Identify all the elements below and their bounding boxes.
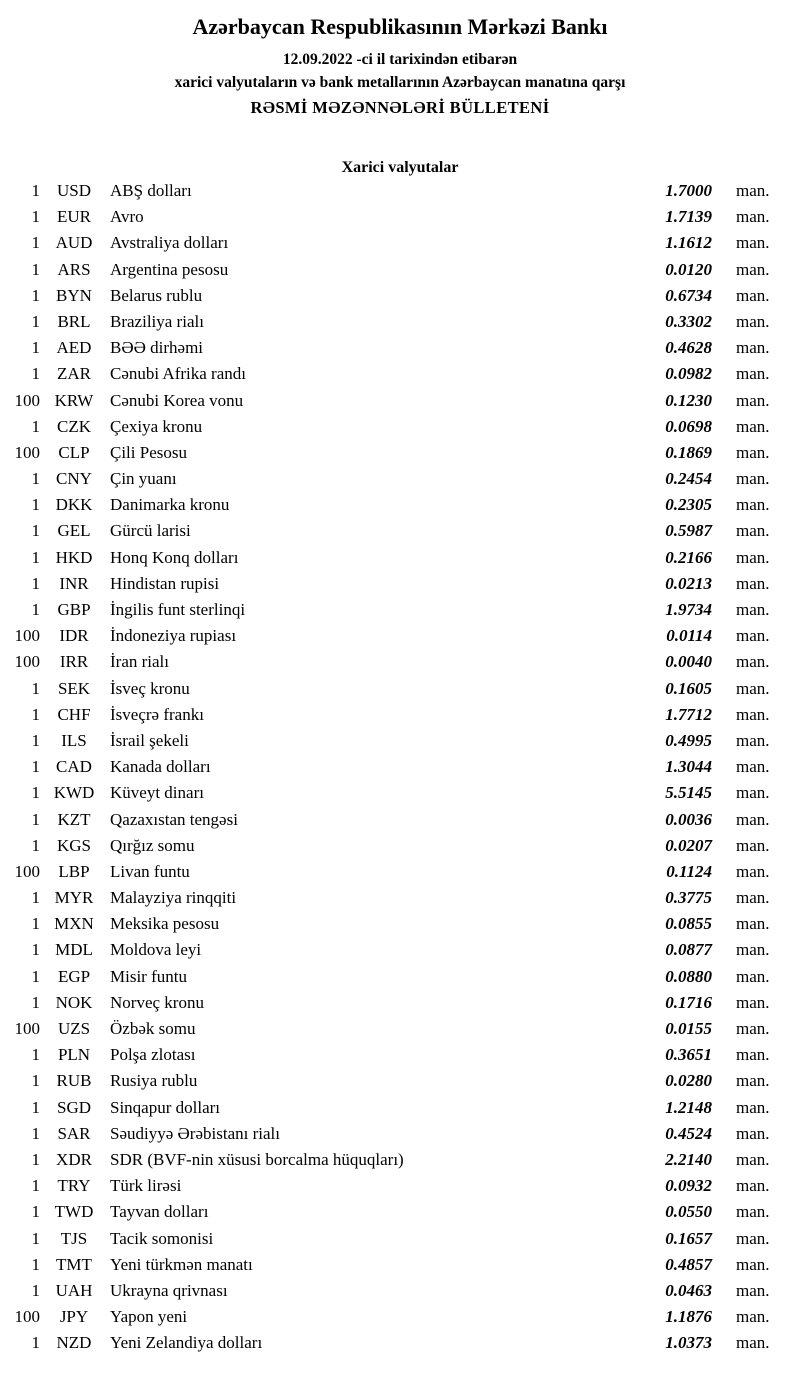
currency-code-cell: AUD: [55, 233, 93, 253]
unit-cell: man.: [736, 521, 770, 541]
quantity-cell: 1: [31, 730, 40, 750]
currency-code-cell: MYR: [54, 888, 94, 908]
currency-name-cell: Türk lirəsi: [110, 1176, 182, 1196]
rate-cell: 0.0877: [665, 940, 712, 960]
table-row: [8, 783, 792, 809]
currency-code-cell: SGD: [56, 1097, 91, 1117]
unit-cell: man.: [736, 1097, 770, 1117]
table-row: [8, 1229, 792, 1255]
quantity-cell: 1: [31, 1333, 40, 1353]
unit-cell: man.: [736, 259, 770, 279]
currency-name-cell: Argentina pesosu: [110, 259, 229, 279]
rate-cell: 1.3044: [665, 757, 712, 777]
rate-cell: 0.0040: [665, 652, 712, 672]
currency-name-cell: Braziliya rialı: [110, 311, 204, 331]
quantity-cell: 1: [31, 416, 40, 436]
table-row: [8, 207, 792, 233]
quantity-cell: 100: [14, 390, 40, 410]
table-row: [8, 914, 792, 940]
unit-cell: man.: [736, 652, 770, 672]
table-row: [8, 1071, 792, 1097]
currency-name-cell: Avstraliya dolları: [110, 233, 229, 253]
quantity-cell: 1: [31, 1149, 40, 1169]
currency-code-cell: DKK: [55, 495, 93, 515]
unit-cell: man.: [736, 992, 770, 1012]
rate-cell: 1.7712: [665, 704, 712, 724]
quantity-cell: 1: [31, 940, 40, 960]
table-row: [8, 495, 792, 521]
quantity-cell: 1: [31, 1071, 40, 1091]
table-row: [8, 391, 792, 417]
table-row: [8, 286, 792, 312]
table-row: [8, 233, 792, 259]
rate-cell: 0.1230: [665, 390, 712, 410]
rate-cell: 0.0982: [665, 364, 712, 384]
rate-cell: 0.0120: [665, 259, 712, 279]
table-row: [8, 600, 792, 626]
currency-name-cell: Cənubi Korea vonu: [110, 390, 244, 410]
unit-cell: man.: [736, 835, 770, 855]
currency-name-cell: Belarus rublu: [110, 285, 203, 305]
currency-name-cell: Meksika pesosu: [110, 914, 220, 934]
table-row: [8, 705, 792, 731]
rate-cell: 1.2148: [665, 1097, 712, 1117]
currency-code-cell: TJS: [60, 1228, 88, 1248]
unit-cell: man.: [736, 442, 770, 462]
quantity-cell: 1: [31, 1280, 40, 1300]
rate-cell: 0.0036: [665, 809, 712, 829]
rate-cell: 0.1124: [666, 861, 712, 881]
date-line: 12.09.2022 -ci il tarixindən etibarən: [282, 51, 518, 68]
unit-cell: man.: [736, 783, 770, 803]
rate-cell: 0.5987: [665, 521, 712, 541]
unit-cell: man.: [736, 626, 770, 646]
unit-cell: man.: [736, 1123, 770, 1143]
quantity-cell: 1: [31, 338, 40, 358]
currency-code-cell: TRY: [57, 1176, 91, 1196]
currency-name-cell: İran rialı: [110, 652, 169, 672]
table-row: [8, 1255, 792, 1281]
currency-code-cell: BYN: [56, 285, 92, 305]
currency-name-cell: Misir funtu: [110, 966, 187, 986]
unit-cell: man.: [736, 1176, 770, 1196]
currency-name-cell: Sinqapur dolları: [110, 1097, 221, 1117]
quantity-cell: 100: [14, 1019, 40, 1038]
table-row: [8, 679, 792, 705]
table-row: [8, 181, 792, 207]
rate-cell: 5.5145: [665, 783, 712, 803]
currency-name-cell: Cənubi Afrika randı: [110, 364, 246, 384]
bank-title: Azərbaycan Respublikasının Mərkəzi Bankı: [192, 14, 608, 39]
currency-name-cell: Rusiya rublu: [110, 1071, 198, 1091]
rate-cell: 0.3775: [665, 888, 712, 908]
currency-name-cell: Tacik somonisi: [110, 1228, 214, 1248]
rate-cell: 0.3651: [665, 1045, 712, 1065]
rate-cell: 0.1657: [665, 1228, 712, 1248]
rate-cell: 0.0213: [665, 573, 712, 593]
currency-code-cell: KWD: [53, 783, 95, 803]
currency-name-cell: Qazaxıstan tengəsi: [110, 809, 238, 829]
quantity-cell: 1: [31, 207, 40, 227]
currency-code-cell: EGP: [57, 966, 91, 986]
quantity-cell: 1: [31, 809, 40, 829]
currency-name-cell: Qırğız somu: [110, 835, 195, 855]
unit-cell: man.: [736, 311, 770, 331]
currency-name-cell: İsrail şekeli: [110, 730, 189, 750]
table-row: [8, 1176, 792, 1202]
currency-name-cell: Çin yuanı: [110, 469, 177, 489]
currency-name-cell: Honq Konq dolları: [110, 547, 239, 567]
rate-cell: 0.0207: [665, 835, 712, 855]
table-row: [8, 731, 792, 757]
currency-code-cell: IDR: [59, 626, 89, 646]
table-row: [8, 521, 792, 547]
currency-code-cell: SEK: [57, 678, 91, 698]
section-title: Xarici valyutalar: [341, 159, 459, 176]
currency-name-cell: İngilis funt sterlinqi: [110, 600, 246, 619]
bulletin-title: RƏSMİ MƏZƏNNƏLƏRİ BÜLLETENİ: [250, 98, 550, 117]
quantity-cell: 1: [31, 495, 40, 515]
table-row: [8, 364, 792, 390]
rate-cell: 0.2454: [665, 469, 712, 489]
currency-code-cell: LBP: [58, 861, 90, 881]
currency-name-cell: Hindistan rupisi: [110, 573, 220, 593]
currency-code-cell: CNY: [56, 469, 92, 489]
quantity-cell: 1: [31, 1123, 40, 1143]
unit-cell: man.: [736, 573, 770, 593]
unit-cell: man.: [736, 390, 770, 410]
quantity-cell: 1: [31, 914, 40, 934]
quantity-cell: 1: [31, 966, 40, 986]
currency-code-cell: CLP: [58, 442, 90, 462]
currency-name-cell: Polşa zlotası: [110, 1045, 196, 1065]
quantity-cell: 1: [31, 1045, 40, 1065]
currency-name-cell: Səudiyyə Ərəbistanı rialı: [110, 1123, 280, 1143]
rate-cell: 0.2166: [665, 547, 712, 567]
currency-name-cell: Ukrayna qrivnası: [110, 1280, 228, 1300]
table-row: [8, 862, 792, 888]
rate-cell: 0.1869: [665, 442, 712, 462]
unit-cell: man.: [736, 730, 770, 750]
currency-code-cell: UZS: [57, 1019, 91, 1038]
currency-name-cell: SDR (BVF-nin xüsusi borcalma hüquqları): [110, 1149, 404, 1169]
unit-cell: man.: [736, 1254, 770, 1274]
currency-code-cell: MDL: [55, 940, 93, 960]
currency-code-cell: BRL: [57, 311, 91, 331]
rate-cell: 0.4995: [665, 730, 712, 750]
quantity-cell: 1: [31, 1202, 40, 1222]
quantity-cell: 1: [31, 1097, 40, 1117]
currency-code-cell: HKD: [55, 547, 93, 567]
table-row: [8, 548, 792, 574]
table-row: [8, 1150, 792, 1176]
rate-cell: 0.2305: [665, 495, 712, 515]
currency-name-cell: Avro: [110, 207, 144, 227]
unit-cell: man.: [736, 181, 770, 200]
table-row: [8, 810, 792, 836]
quantity-cell: 1: [31, 704, 40, 724]
table-row: [8, 1281, 792, 1307]
currency-name-cell: Yeni türkmən manatı: [110, 1254, 253, 1274]
currency-code-cell: IRR: [59, 652, 89, 672]
currency-code-cell: UAH: [55, 1280, 93, 1300]
currency-name-cell: Yeni Zelandiya dolları: [110, 1333, 263, 1353]
quantity-cell: 1: [31, 757, 40, 777]
currency-name-cell: ABŞ dolları: [110, 181, 192, 200]
currency-name-cell: BƏƏ dirhəmi: [110, 338, 204, 358]
quantity-cell: 100: [14, 861, 40, 881]
unit-cell: man.: [736, 914, 770, 934]
table-row: [8, 626, 792, 652]
unit-cell: man.: [736, 1071, 770, 1091]
rate-cell: 0.0463: [665, 1280, 712, 1300]
currency-code-cell: JPY: [59, 1307, 89, 1327]
subtitle-line: xarici valyutaların və bank metallarının Azərbaycan manatına qarşı: [174, 74, 626, 91]
unit-cell: man.: [736, 416, 770, 436]
table-row: [8, 1333, 792, 1359]
quantity-cell: 1: [31, 181, 40, 200]
quantity-cell: 1: [31, 678, 40, 698]
currency-name-cell: Norveç kronu: [110, 992, 204, 1012]
quantity-cell: 100: [14, 626, 40, 646]
table-row: [8, 652, 792, 678]
table-row: [8, 469, 792, 495]
currency-name-cell: Çexiya kronu: [110, 416, 203, 436]
currency-code-cell: GBP: [57, 600, 91, 619]
currency-name-cell: Tayvan dolları: [110, 1202, 209, 1222]
unit-cell: man.: [736, 1202, 770, 1222]
table-row: [8, 993, 792, 1019]
unit-cell: man.: [736, 1019, 770, 1038]
currency-code-cell: TMT: [56, 1254, 92, 1274]
currency-name-cell: Yapon yeni: [110, 1307, 188, 1327]
currency-code-cell: MXN: [54, 914, 94, 934]
rate-cell: 0.0114: [666, 626, 712, 646]
unit-cell: man.: [736, 809, 770, 829]
rate-cell: 1.7139: [665, 207, 712, 227]
quantity-cell: 1: [31, 783, 40, 803]
currency-name-cell: Özbək somu: [110, 1019, 196, 1038]
rate-cell: 1.1612: [665, 233, 712, 253]
currency-name-cell: Livan funtu: [110, 861, 190, 881]
rate-cell: 0.0155: [665, 1019, 712, 1038]
unit-cell: man.: [736, 1045, 770, 1065]
quantity-cell: 1: [31, 888, 40, 908]
quantity-cell: 1: [31, 311, 40, 331]
currency-code-cell: USD: [56, 181, 91, 200]
currency-code-cell: ZAR: [57, 364, 91, 384]
quantity-cell: 1: [31, 600, 40, 619]
unit-cell: man.: [736, 940, 770, 960]
currency-name-cell: Malayziya rinqqiti: [110, 888, 237, 908]
unit-cell: man.: [736, 704, 770, 724]
table-row: [8, 417, 792, 443]
currency-name-cell: İsveç kronu: [110, 678, 190, 698]
quantity-cell: 1: [31, 285, 40, 305]
unit-cell: man.: [736, 547, 770, 567]
rate-cell: 0.4524: [665, 1123, 712, 1143]
currency-name-cell: İndoneziya rupiası: [110, 626, 237, 646]
currency-code-cell: KZT: [57, 809, 91, 829]
currency-code-cell: PLN: [57, 1045, 91, 1065]
table-row: [8, 312, 792, 338]
rate-cell: 0.0698: [665, 416, 712, 436]
currency-code-cell: RUB: [56, 1071, 92, 1091]
table-row: [8, 1098, 792, 1124]
currency-code-cell: NOK: [55, 992, 93, 1012]
unit-cell: man.: [736, 285, 770, 305]
table-row: [8, 338, 792, 364]
quantity-cell: 1: [31, 1254, 40, 1274]
rate-cell: 1.9734: [665, 600, 712, 619]
table-row: [8, 574, 792, 600]
unit-cell: man.: [736, 861, 770, 881]
rate-cell: 1.0373: [665, 1333, 712, 1353]
unit-cell: man.: [736, 207, 770, 227]
rate-cell: 0.0880: [665, 966, 712, 986]
rate-cell: 0.0550: [665, 1202, 712, 1222]
unit-cell: man.: [736, 1228, 770, 1248]
quantity-cell: 100: [14, 652, 40, 672]
unit-cell: man.: [736, 1280, 770, 1300]
table-row: [8, 260, 792, 286]
rate-cell: 1.1876: [665, 1307, 712, 1327]
currency-code-cell: INR: [59, 573, 89, 593]
currency-code-cell: AED: [56, 338, 92, 358]
table-row: [8, 836, 792, 862]
rate-cell: 0.1605: [665, 678, 712, 698]
quantity-cell: 1: [31, 521, 40, 541]
currency-rate-table: [8, 181, 792, 1359]
currency-name-cell: Küveyt dinarı: [110, 783, 204, 803]
unit-cell: man.: [736, 469, 770, 489]
quantity-cell: 1: [31, 1228, 40, 1248]
rate-cell: 0.4628: [665, 338, 712, 358]
currency-name-cell: Moldova leyi: [110, 940, 202, 960]
rate-cell: 0.3302: [665, 311, 712, 331]
currency-code-cell: EUR: [57, 207, 91, 227]
currency-code-cell: ILS: [61, 730, 87, 750]
unit-cell: man.: [736, 338, 770, 358]
unit-cell: man.: [736, 966, 770, 986]
rate-cell: 0.0855: [665, 914, 712, 934]
table-row: [8, 443, 792, 469]
quantity-cell: 1: [31, 1176, 40, 1196]
rate-cell: 0.6734: [665, 285, 712, 305]
table-row: [8, 888, 792, 914]
quantity-cell: 100: [14, 1307, 40, 1327]
unit-cell: man.: [736, 757, 770, 777]
rate-cell: 0.0932: [665, 1176, 712, 1196]
currency-code-cell: XDR: [56, 1149, 92, 1169]
table-row: [8, 1019, 792, 1045]
currency-code-cell: ARS: [57, 259, 91, 279]
currency-name-cell: İsveçrə frankı: [110, 704, 204, 724]
currency-name-cell: Çili Pesosu: [110, 442, 187, 462]
unit-cell: man.: [736, 678, 770, 698]
table-row: [8, 967, 792, 993]
currency-code-cell: CAD: [56, 757, 92, 777]
unit-cell: man.: [736, 888, 770, 908]
rate-cell: 1.7000: [665, 181, 712, 200]
rate-cell: 0.4857: [665, 1254, 712, 1274]
currency-code-cell: CHF: [57, 704, 91, 724]
currency-code-cell: KGS: [56, 835, 91, 855]
unit-cell: man.: [736, 495, 770, 515]
table-row: [8, 1045, 792, 1071]
unit-cell: man.: [736, 600, 770, 619]
currency-name-cell: Danimarka kronu: [110, 495, 230, 515]
currency-code-cell: CZK: [57, 416, 91, 436]
unit-cell: man.: [736, 1333, 770, 1353]
table-row: [8, 1202, 792, 1228]
currency-code-cell: NZD: [56, 1333, 92, 1353]
table-row: [8, 757, 792, 783]
quantity-cell: 1: [31, 992, 40, 1012]
quantity-cell: 1: [31, 259, 40, 279]
unit-cell: man.: [736, 233, 770, 253]
unit-cell: man.: [736, 1149, 770, 1169]
rate-cell: 0.0280: [665, 1071, 712, 1091]
currency-name-cell: Gürcü larisi: [110, 521, 191, 541]
quantity-cell: 100: [14, 442, 40, 462]
currency-name-cell: Kanada dolları: [110, 757, 211, 777]
rate-cell: 0.1716: [665, 992, 712, 1012]
unit-cell: man.: [736, 1307, 770, 1327]
table-row: [8, 1307, 792, 1333]
quantity-cell: 1: [31, 364, 40, 384]
rate-cell: 2.2140: [665, 1149, 712, 1169]
quantity-cell: 1: [31, 835, 40, 855]
quantity-cell: 1: [31, 573, 40, 593]
quantity-cell: 1: [31, 469, 40, 489]
currency-code-cell: TWD: [54, 1202, 94, 1222]
table-row: [8, 1124, 792, 1150]
unit-cell: man.: [736, 364, 770, 384]
currency-code-cell: KRW: [54, 390, 94, 410]
quantity-cell: 1: [31, 233, 40, 253]
currency-code-cell: GEL: [57, 521, 91, 541]
quantity-cell: 1: [31, 547, 40, 567]
table-row: [8, 940, 792, 966]
currency-code-cell: SAR: [57, 1123, 91, 1143]
